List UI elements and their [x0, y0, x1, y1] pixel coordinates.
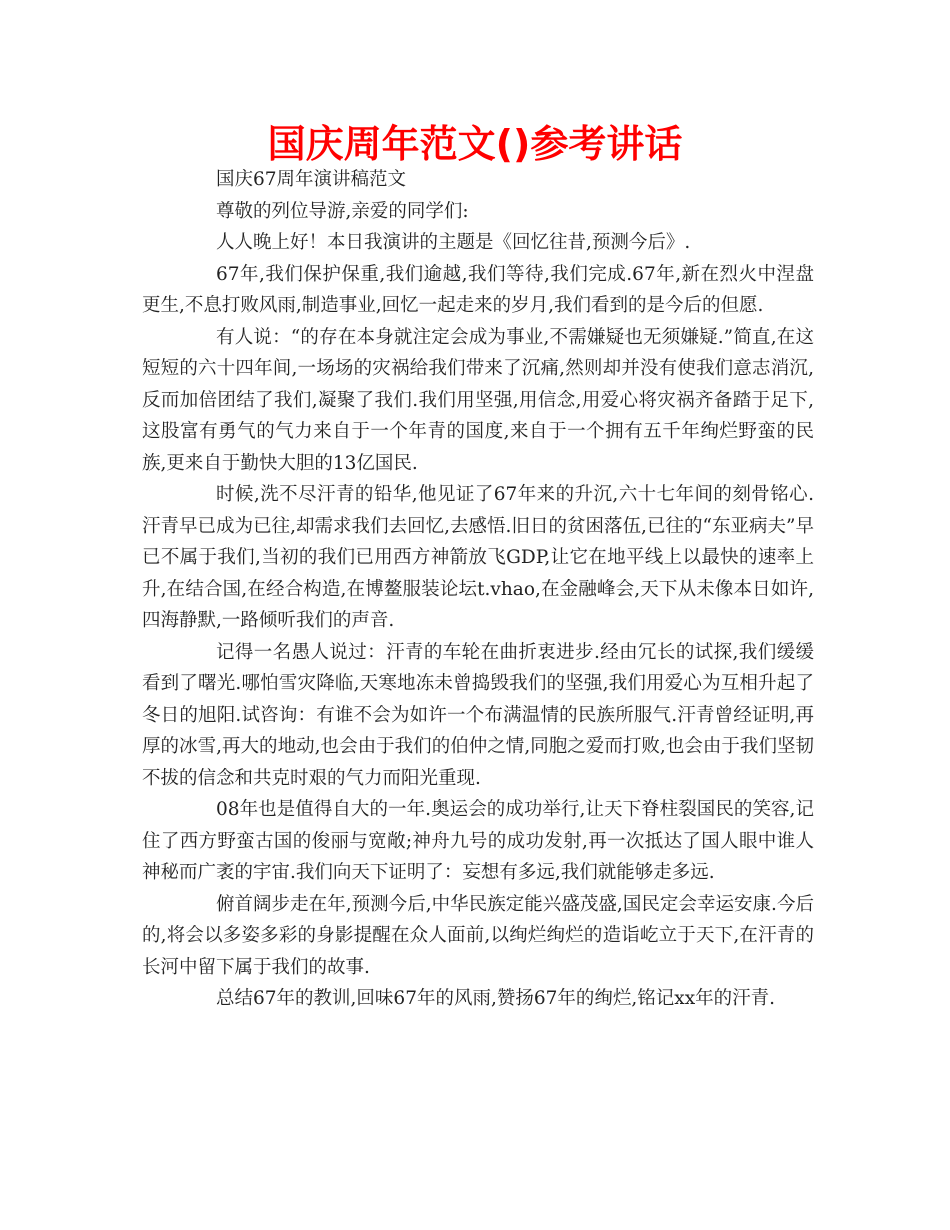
page-title: 国庆周年范文()参考讲话: [267, 122, 683, 166]
paragraph: 67年,我们保护保重,我们逾越,我们等待,我们完成.67年,新在烈火中涅盘更生,不息打败风雨,制造事业,回忆一起走来的岁月,我们看到的是今后的但愿.: [142, 263, 814, 316]
paragraph: 记得一名愚人说过：汗青的车轮在曲折衷进步.经由冗长的试探,我们缓缓看到了曙光.哪怕雪灾降临,天寒地冻未曾捣毁我们的坚强,我们用爱心为互相升起了冬日的旭阳.试咨询：有谁不会为如许一个布满温情的民族所服气.汗青曾经证明,再厚的冰雪,再大的地动,也会由于我们的伯仲之情,同胞之爱而打败,也会由于我们坚韧不拔的信念和共克时艰的气力而阳光重现.: [142, 641, 814, 789]
paragraph-salutation: 尊敬的列位导游,亲爱的同学们:: [216, 200, 469, 222]
paragraph: 时候,洗不尽汗青的铅华,他见证了67年来的升沉,六十七年间的刻骨铭心.汗青早已成为已往,却需求我们去回忆,去感悟.旧日的贫困落伍,已往的“东亚病夫”早已不属于我们,当初的我们已用西方神箭放飞GDP,让它在地平线上以最快的速率上升,在结合国,在经合构造,在博鳌服装论坛t.vhao,在金融峰会,天下从未像本日如许,四海静默,一路倾听我们的声音.: [142, 484, 814, 631]
paragraph: 有人说：“的存在本身就注定会成为事业,不需嫌疑也无须嫌疑.”简直,在这短短的六十四年间,一场场的灾祸给我们带来了沉痛,然则却并没有使我们意志消沉,反而加倍团结了我们,凝聚了我们.我们用坚强,用信念,用爱心将灾祸齐备踏于足下,这股富有勇气的气力来自于一个年青的国度,来自于一个拥有五千年绚烂野蛮的民族,更来自于勤快大胆的13亿国民.: [142, 326, 814, 474]
paragraph: 08年也是值得自大的一年.奥运会的成功举行,让天下脊柱裂国民的笑容,记住了西方野蛮古国的俊丽与宽敞;神舟九号的成功发射,再一次抵达了国人眼中谁人神秘而广袤的宇宙.我们向天下证明了：妄想有多远,我们就能够走多远.: [142, 799, 814, 883]
paragraph-closing: 总结67年的教训,回味67年的风雨,赞扬67年的绚烂,铭记xx年的汗青.: [216, 988, 776, 1009]
paragraph-greeting: 人人晚上好！本日我演讲的主题是《回忆往昔,预测今后》.: [216, 232, 691, 253]
paragraph-subtitle: 国庆67周年演讲稿范文: [216, 169, 407, 190]
paragraph: 俯首阔步走在年,预测今后,中华民族定能兴盛茂盛,国民定会幸运安康.今后的,将会以多姿多彩的身影提醒在众人面前,以绚烂绚烂的造诣屹立于天下,在汗青的长河中留下属于我们的故事.: [142, 893, 814, 978]
document-body: [142, 164, 814, 1015]
